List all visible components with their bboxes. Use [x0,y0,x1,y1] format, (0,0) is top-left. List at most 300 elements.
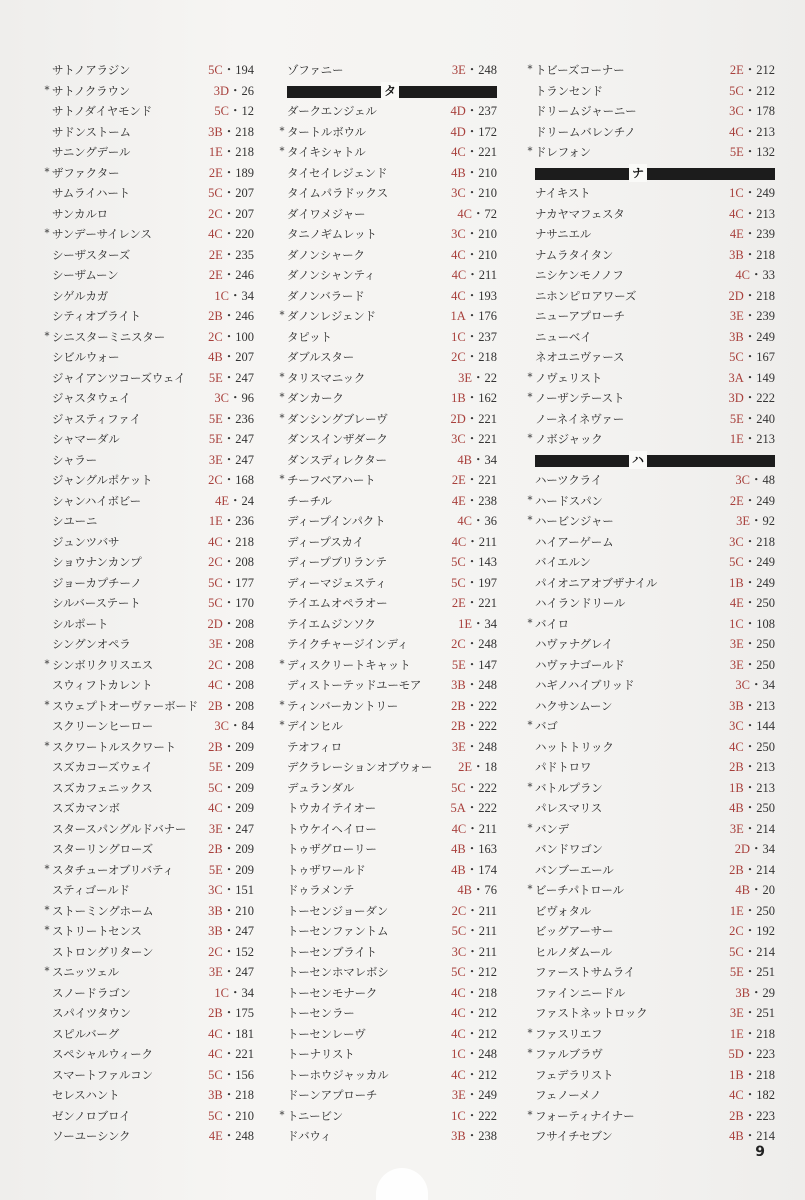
index-entry [525,716,775,737]
index-entry [277,122,497,143]
index-entry [277,573,497,594]
asterisk-mark: * [279,412,285,424]
separator-dot: ・ [466,903,479,918]
separator-dot: ・ [222,268,236,282]
index-entry [42,1106,254,1127]
index-entry [277,60,497,81]
page-ref: 236 [235,411,254,426]
index-entry [42,1003,254,1024]
grid-code: 3C [729,719,744,733]
index-reference [209,163,254,184]
separator-dot: ・ [743,657,757,672]
index-entry [525,122,775,143]
page-ref: 152 [235,944,254,959]
asterisk-mark: * [44,84,50,96]
grid-code: 3C [729,104,744,118]
index-reference [452,1085,497,1106]
asterisk-mark: * [44,904,50,916]
index-reference [208,204,254,225]
page-ref: 182 [756,1088,775,1102]
index-entry [277,983,497,1004]
separator-dot: ・ [222,432,236,446]
separator-dot: ・ [228,985,242,1000]
page-ref: 208 [235,616,254,631]
index-entry [525,942,775,963]
grid-code: 2D [207,616,223,631]
index-reference [208,696,254,717]
page-ref: 207 [235,206,254,221]
index-entry [277,204,497,225]
index-entry [277,450,497,471]
page-ref: 208 [235,657,254,672]
horse-name: テイエムオペラオー [287,596,388,610]
page-number: 9 [755,1144,765,1160]
page-ref: 247 [235,452,254,467]
asterisk-mark: * [279,125,285,137]
page-ref: 108 [756,616,775,631]
page-ref: 213 [756,780,775,795]
index-reference [215,491,254,512]
separator-dot: ・ [228,493,242,508]
grid-code: 3A [728,370,744,385]
grid-code: 3E [208,452,223,467]
separator-dot: ・ [222,657,236,672]
page-ref: 208 [235,637,254,651]
page-ref: 221 [235,1047,254,1061]
horse-name: ゾファニー [287,63,344,77]
horse-name: ナサニエル [535,227,592,241]
grid-code: 5C [729,944,744,959]
grid-code: 5C [729,555,744,569]
grid-code: 2C [729,924,744,938]
page-ref: 175 [235,1006,254,1020]
index-reference [209,1126,254,1147]
grid-code: 2C [208,206,223,221]
separator-dot: ・ [465,227,479,241]
page-ref: 211 [478,903,497,918]
index-reference [457,880,497,901]
grid-code: 2C [208,944,223,959]
index-reference [730,655,775,676]
page-ref: 238 [478,1129,497,1143]
horse-name: ニューベイ [535,329,592,344]
asterisk-mark: * [279,392,285,403]
page-ref: 167 [756,350,775,364]
page-ref: 213 [756,760,775,774]
grid-code: 2B [729,862,744,877]
page-ref: 250 [756,637,775,651]
asterisk-mark: * [527,146,533,157]
index-reference [728,368,775,389]
horse-name: ハットトリック [535,739,614,754]
index-entry [525,204,775,225]
horse-name: ノーザンテースト [535,391,625,405]
page-ref: 222 [478,719,497,733]
asterisk-mark: * [44,166,50,178]
separator-dot: ・ [743,63,757,77]
grid-code: 5C [729,83,744,98]
grid-code: 4B [457,883,472,897]
grid-code: 1C [451,1108,466,1123]
page-ref: 212 [756,83,775,98]
index-reference [208,1044,254,1065]
index-reference [451,1126,497,1147]
page-ref: 34 [484,616,497,631]
separator-dot: ・ [471,206,485,221]
page-ref: 218 [756,534,775,549]
index-reference [729,1065,775,1086]
index-reference [735,675,775,696]
asterisk-mark: * [527,720,533,731]
grid-code: 5A [450,801,466,815]
index-entry [525,81,775,102]
grid-code: 3D [213,83,229,98]
horse-name: ニホンピロアワーズ [535,288,637,303]
asterisk-mark: * [279,658,285,670]
separator-dot: ・ [465,678,479,692]
horse-name: ハイアーゲーム [535,534,614,549]
horse-name: ジョーカプチーノ [52,575,142,590]
grid-code: 4C [208,227,223,241]
grid-code: 2D [734,842,750,856]
page-ref: 250 [756,903,775,918]
grid-code: 5E [729,145,744,159]
index-entry [525,819,775,840]
index-reference [729,757,775,778]
horse-name: ドリームバレンチノ [535,124,636,139]
index-entry [277,1065,497,1086]
grid-code: 2C [451,903,467,918]
index-reference [451,286,497,307]
index-entry [42,306,254,327]
index-reference [451,245,497,266]
index-entry [42,634,254,655]
grid-code: 1B [729,1067,744,1082]
index-reference [729,737,775,758]
index-entry [277,880,497,901]
index-reference [208,1065,254,1086]
separator-dot: ・ [222,534,236,549]
index-entry [42,224,254,245]
grid-code: 3B [729,698,744,713]
index-entry [42,614,254,635]
separator-dot: ・ [471,616,485,631]
index-entry [525,183,775,204]
index-reference [451,1003,497,1024]
index-entry [42,942,254,963]
separator-dot: ・ [465,63,479,77]
index-reference [208,901,254,922]
index-entry [42,286,254,307]
grid-code: 1E [208,145,223,159]
index-entry [525,306,775,327]
asterisk-mark: * [44,330,50,342]
separator-dot: ・ [743,1047,757,1061]
index-reference [451,634,497,655]
grid-code: 1B [729,780,744,795]
index-reference [214,101,254,122]
index-entry [277,347,497,368]
index-entry [42,163,254,184]
page-ref: 212 [756,63,775,77]
index-entry [42,675,254,696]
asterisk-mark: * [527,781,533,793]
separator-dot: ・ [465,124,479,139]
index-reference [452,819,497,840]
separator-dot: ・ [743,227,757,241]
index-entry [525,901,775,922]
page-ref: 249 [478,1088,497,1102]
separator-dot: ・ [465,104,479,118]
index-entry [277,511,497,532]
horse-name: バンドワゴン [535,842,603,856]
page-ref: 144 [756,719,775,733]
index-entry [277,1003,497,1024]
index-reference [457,511,497,532]
separator-dot: ・ [743,1006,757,1020]
index-entry [42,880,254,901]
index-entry [42,593,254,614]
horse-name: ビッグアーサー [535,924,614,938]
separator-dot: ・ [228,719,242,733]
horse-name: ノーネイネヴァー [535,411,625,426]
index-reference [208,655,254,676]
separator-dot: ・ [222,411,236,426]
index-entry [525,286,775,307]
grid-code: 4B [451,862,466,877]
index-reference [452,470,497,491]
page-ref: 248 [478,739,497,754]
index-entry [525,491,775,512]
index-entry [525,614,775,635]
index-reference [209,450,254,471]
grid-code: 1B [729,575,744,590]
index-entry [525,368,775,389]
horse-name: ダノンシャンティ [287,268,376,282]
horse-name: タイセイレジェンド [287,165,388,180]
horse-name: ドレフォン [535,145,591,159]
horse-name: ネオユニヴァース [535,350,625,364]
index-reference [451,573,497,594]
horse-name: ナイキスト [535,186,591,200]
index-entry [277,183,497,204]
grid-code: 4B [735,883,750,897]
page-ref: 209 [235,739,254,754]
horse-name: フォーティナイナー [535,1108,635,1123]
index-column-2 [277,60,497,1147]
index-reference [452,491,497,512]
index-reference [451,347,497,368]
page-ref: 248 [478,678,497,692]
horse-name: トーセンホマレボシ [287,965,389,979]
index-entry [525,1044,775,1065]
page-ref: 211 [478,924,497,938]
horse-name: パイオニアオブザナイル [535,575,658,590]
page-ref: 177 [235,575,254,590]
index-reference [450,409,497,430]
separator-dot: ・ [465,411,479,426]
separator-dot: ・ [743,391,757,405]
page-ref: 240 [756,411,775,426]
page-ref: 149 [756,370,775,385]
index-reference [730,962,775,983]
page-ref: 218 [235,145,254,159]
index-reference [208,1085,254,1106]
index-reference [735,880,775,901]
horse-name: ファストネットロック [535,1006,648,1020]
page-ref: 212 [478,1006,497,1020]
grid-code: 4C [208,1026,223,1041]
page-ref: 22 [484,370,497,385]
asterisk-mark: * [279,310,285,321]
index-entry [42,245,254,266]
page-ref: 209 [235,842,254,856]
horse-name: シンボリクリスエス [52,657,153,672]
index-reference [729,245,775,266]
index-reference [208,675,254,696]
grid-code: 3B [735,985,750,1000]
grid-code: 2D [728,288,744,303]
horse-name: ダンスディレクター [287,452,387,467]
page-ref: 247 [235,432,254,446]
grid-code: 3E [451,739,466,754]
index-entry [525,573,775,594]
horse-name: シルポート [52,616,109,631]
separator-dot: ・ [222,186,236,200]
separator-dot: ・ [465,1088,479,1102]
index-entry [42,716,254,737]
grid-code: 2E [208,165,223,180]
horse-name: ドゥラメンテ [287,883,355,897]
horse-name: シニスターミニスター [52,329,165,344]
page-ref: 210 [478,227,497,241]
asterisk-mark: * [44,966,50,977]
separator-dot: ・ [222,350,236,364]
page-ref: 248 [478,637,497,651]
horse-name: トーセンファントム [287,924,389,938]
horse-name: チーチル [287,493,332,508]
horse-name: パドトロワ [535,760,592,774]
index-entry [277,737,497,758]
page-ref: 96 [241,391,254,405]
index-reference [452,60,497,81]
index-entry [42,450,254,471]
asterisk-mark: * [44,863,50,875]
horse-name: スズカフェニックス [52,780,153,795]
separator-dot: ・ [465,1108,479,1123]
grid-code: 3E [208,821,223,836]
index-entry [42,470,254,491]
grid-code: 3C [451,227,466,241]
horse-name: サンデーサイレンス [52,227,152,241]
index-entry [277,142,497,163]
index-entry [525,1106,775,1127]
index-entry [277,901,497,922]
index-entry [277,614,497,635]
grid-code: 3C [214,719,229,733]
index-entry [525,552,775,573]
separator-dot: ・ [222,883,236,897]
index-reference [208,880,254,901]
index-reference [735,265,775,286]
index-entry [525,347,775,368]
horse-name: パレスマリス [535,801,602,815]
separator-dot: ・ [749,842,763,856]
index-entry [277,778,497,799]
grid-code: 3E [208,965,223,979]
horse-name: ストロングリターン [52,944,154,959]
separator-dot: ・ [465,657,479,672]
grid-code: 4C [451,1026,466,1041]
separator-dot: ・ [222,309,236,323]
index-reference [208,327,254,348]
asterisk-mark: * [527,1027,533,1039]
grid-code: 4B [208,350,223,364]
index-reference [730,224,775,245]
separator-dot: ・ [222,801,236,815]
separator-dot: ・ [743,944,757,959]
grid-code: 3C [214,391,229,405]
index-reference [451,552,497,573]
page-ref: 248 [478,63,497,77]
separator-dot: ・ [465,186,479,200]
separator-dot: ・ [465,698,479,713]
index-reference [209,511,254,532]
grid-code: 2B [208,1006,223,1020]
page-ref: 212 [478,965,497,979]
horse-name: ダブルスター [287,350,354,364]
separator-dot: ・ [228,391,242,405]
index-entry [277,696,497,717]
index-entry [277,388,497,409]
separator-dot: ・ [743,206,757,221]
separator-dot: ・ [222,944,236,959]
index-entry [525,265,775,286]
page-ref: 132 [756,145,775,159]
grid-code: 5C [451,965,466,979]
index-entry [42,655,254,676]
separator-dot: ・ [743,1129,757,1143]
index-reference [729,552,775,573]
separator-dot: ・ [222,329,236,344]
horse-name: トウカイテイオー [287,801,376,815]
index-entry [277,327,497,348]
page-ref: 189 [235,165,254,180]
horse-name: スティゴールド [52,883,130,897]
horse-name: ダンシングブレーヴ [287,411,388,426]
horse-name: ダンスインザダーク [287,432,388,446]
horse-name: サニングデール [52,145,131,159]
index-reference [729,942,775,963]
asterisk-mark: * [44,699,50,711]
index-reference [209,368,254,389]
separator-dot: ・ [222,555,236,569]
horse-name: ジャングルポケット [52,473,153,487]
horse-name: シーザムーン [52,268,119,282]
index-entry [277,819,497,840]
index-entry [42,819,254,840]
page-ref: 24 [241,493,254,508]
separator-dot: ・ [222,145,236,159]
page-ref: 211 [478,268,497,282]
horse-name: ドーンアプローチ [287,1088,378,1102]
page-ref: 76 [484,883,497,897]
horse-name: スクワートルスクワート [52,739,176,754]
index-reference [208,839,254,860]
page-ref: 247 [235,924,254,938]
index-entry [42,983,254,1004]
index-reference [729,183,775,204]
